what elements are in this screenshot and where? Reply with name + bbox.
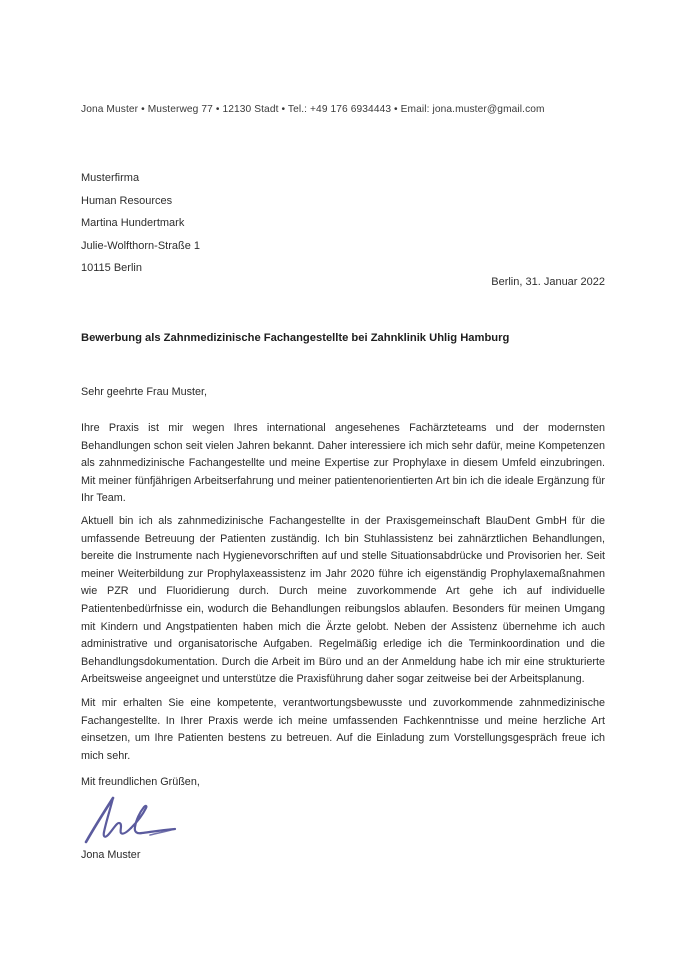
recipient-company: Musterfirma <box>81 172 140 184</box>
recipient-address-block <box>81 167 421 280</box>
body-paragraph-3: Mit mir erhalten Sie eine kompetente, verantwortungsbewusste und zuvorkommende zahnmedizinische Fachangestellte. In Ihrer Praxis werde ich meine umfassenden Fachkenntnisse und meine herzliche Art einsetzen, um Ihre Patienten bestens zu betreuen. Auf die Einladung zum Vorstellungsgespräch freue ich mich sehr. <box>81 697 605 762</box>
body-paragraph-2: Aktuell bin ich als zahnmedizinische Fachangestellte in der Praxisgemeinschaft BlauDent GmbH für die umfassende Betreuung der Patienten zuständig. Ich bin Stuhlassistenz bei zahnärztlichen Behandlungen, bereite die Instrumente nach Hygienevorschriften auf und stelle Situationsabdrücke und Provisorien her. Seit meiner Weiterbildung zur Prophylaxeassistenz im Jahr 2020 führe ich eigenständig Prophylaxemaßnahmen wie PZR und Fluoridierung durch. Durch meine zuvorkommende Art gehe ich auf individuelle Patientenbedürfnisse ein, wodurch die Behandlungen reibungslos ablaufen. Besonders für meinen Umgang mit Kindern und Angstpatienten haben mich die Ärzte gelobt. Neben der Assistenz übernehme ich auch administrative und organisatorische Aufgaben. Regelmäßig erledige ich die Terminkoordination und die Behandlungsdokumentation. Durch die Arbeit im Büro und an der Anmeldung habe ich mir eine strukturierte Arbeitsweise angeeignet und unterstütze die Praxisführung daher sogar zeitweise bei der Arbeitsplanung. <box>81 515 605 686</box>
recipient-contact-person: Martina Hundertmark <box>81 217 185 229</box>
recipient-department: Human Resources <box>81 194 173 207</box>
salutation: Sehr geehrte Frau Muster, <box>81 386 208 398</box>
body-paragraph-1: Ihre Praxis ist mir wegen Ihres international angesehenes Fachärzteteams und der modernsten Behandlungen schon seit vielen Jahren bekannt. Daher interessiere ich mich sehr dafür, meine Kompetenzen als zahnmedizinische Fachangestellte und meine Expertise zur Prophylaxe in diesem Umfeld einzubringen. Mit meiner fünfjährigen Arbeitserfahrung und meiner patientenorientierten Art bin ich die ideale Ergänzung für Ihr Team. <box>81 422 605 505</box>
sender-contact-line: Jona Muster • Musterweg 77 • 12130 Stadt • Tel.: +49 176 6934443 • Email: jona.muster@gmail.com <box>81 104 545 115</box>
signer-name: Jona Muster <box>81 849 141 861</box>
subject-line: Bewerbung als Zahnmedizinische Fachangestellte bei Zahnklinik Uhlig Hamburg <box>81 332 510 344</box>
handwritten-signature-icon <box>80 790 200 850</box>
recipient-street: Julie-Wolfthorn-Straße 1 <box>81 239 201 252</box>
closing-salutation: Mit freundlichen Grüßen, <box>81 776 200 788</box>
date-line: Berlin, 31. Januar 2022 <box>491 276 605 288</box>
recipient-city: 10115 Berlin <box>81 262 142 274</box>
